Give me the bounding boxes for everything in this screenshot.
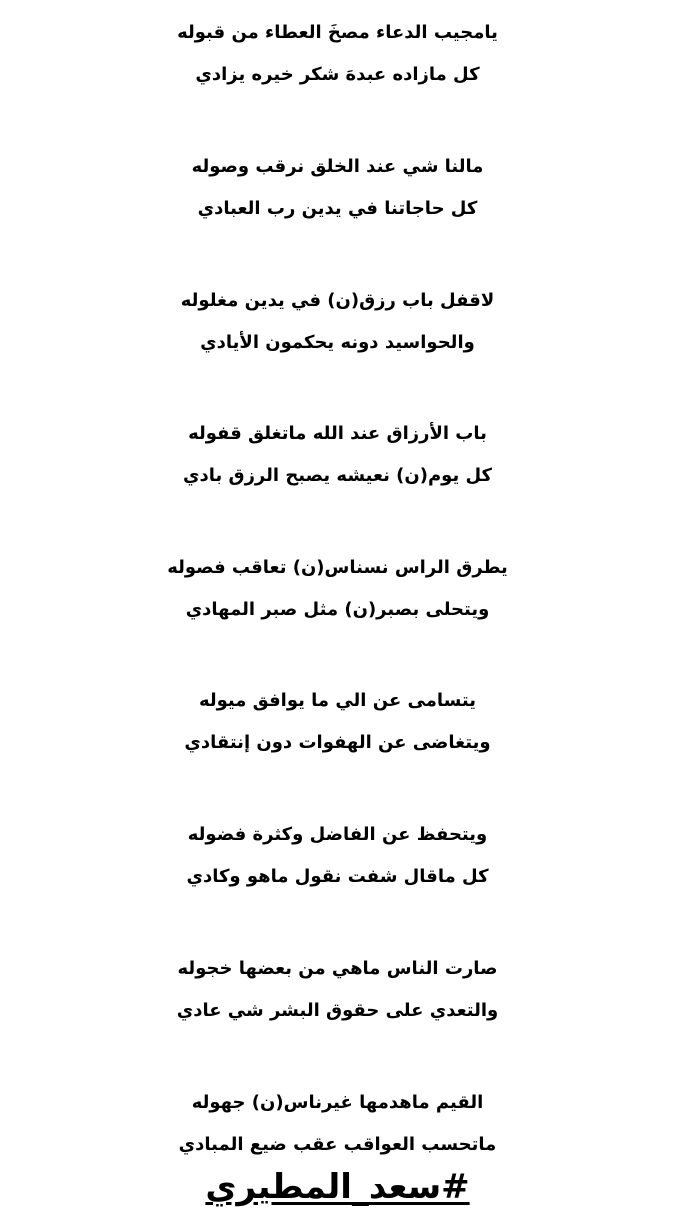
verse-line: ويتحفظ عن الفاضل وكثرة فضوله (187, 824, 488, 845)
verse-line: القيم ماهدمها غيرناس(ن) جهوله (191, 1092, 484, 1113)
verse-line: صارت الناس ماهي من بعضها خجوله (177, 958, 498, 979)
verse-line: ويتحلى بصبر(ن) مثل صبر المهادي (185, 599, 490, 620)
verse-line: ماتحسب العواقب عقب ضيع المبادي (178, 1134, 497, 1155)
stanza (0, 1082, 675, 1208)
verse-line: يطرق الراس نسناس(ن) تعاقب فصوله (167, 557, 508, 578)
verse-line: لاقفل باب رزق(ن) في يدين مغلوله (180, 290, 495, 311)
verse-line: ويتغاضى عن الهفوات دون إنتقادي (184, 732, 491, 753)
verse-line: كل حاجاتنا في يدين رب العبادي (197, 198, 478, 219)
stanza (0, 146, 675, 230)
stanza (0, 948, 675, 1032)
verse-line: باب الأرزاق عند الله ماتغلق قفوله (188, 423, 487, 444)
stanza (0, 280, 675, 364)
verse-line: والتعدي على حقوق البشر شي عادي (176, 1000, 499, 1021)
stanza (0, 413, 675, 497)
stanza (0, 814, 675, 898)
verse-line: مالنا شي عند الخلق نرقب وصوله (191, 156, 484, 177)
stanza (0, 547, 675, 631)
author-hashtag: #سعد_المطيري (205, 1167, 470, 1207)
verse-line: كل يوم(ن) نعيشه يصبح الرزق بادي (182, 465, 493, 486)
verse-line: يتسامى عن الي ما يوافق ميوله (198, 690, 477, 711)
stanza (0, 12, 675, 96)
verse-line: كل مازاده عبدهَ شكر خيره يزادي (195, 64, 480, 85)
verse-line: يامجيب الدعاء مصخَ العطاء من قبوله (177, 22, 498, 43)
stanza (0, 680, 675, 764)
verse-line: كل ماقال شفت نقول ماهو وكادي (186, 866, 489, 887)
verse-line: والحواسيد دونه يحكمون الأيادي (200, 332, 475, 353)
